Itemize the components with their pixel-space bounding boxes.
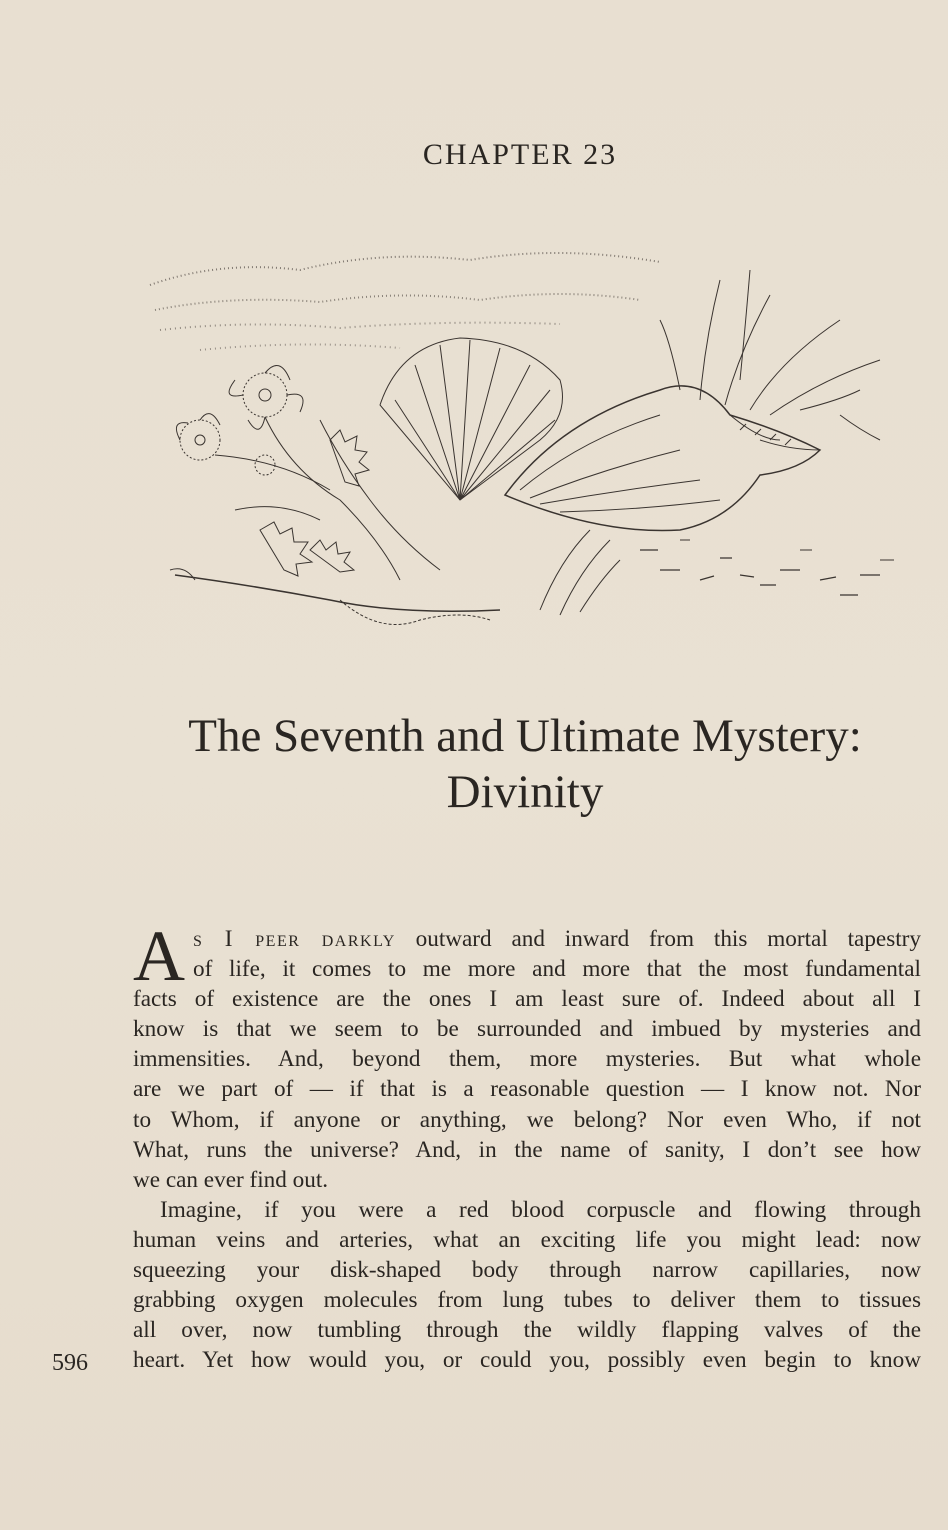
paragraph-line: of life, it comes to me more and more that the most fundamental: [193, 956, 921, 983]
paragraph-line: we can ever find out.: [133, 1166, 329, 1193]
paragraph-line: facts of existence are the ones I am least sure of. Indeed about all I: [133, 986, 921, 1013]
chapter-title: [100, 708, 948, 820]
paragraph-line: heart. Yet how would you, or could you, possibly even begin to know: [133, 1347, 921, 1374]
paragraph-line: are we part of — if that is a reasonable question — I know not. Nor: [133, 1076, 921, 1103]
chapter-heading: CHAPTER 23: [422, 138, 618, 171]
paragraph-line: [133, 924, 921, 954]
lead-in-small-caps: s I peer darkly: [193, 926, 396, 952]
paragraph-line: Imagine, if you were a red blood corpuscle and flowing through: [160, 1196, 921, 1223]
paragraph-line: to Whom, if anyone or anything, we belong? Nor even Who, if not: [133, 1106, 921, 1133]
chapter-title-line-1: The Seventh and Ultimate Mystery:: [188, 710, 862, 762]
chapter-body: [133, 916, 921, 1375]
page-number: 596: [52, 1350, 88, 1376]
paragraph-line: know is that we seem to be surrounded and imbued by mysteries and: [133, 1016, 921, 1043]
drop-cap: A: [133, 916, 185, 996]
paragraph-line: grabbing oxygen molecules from lung tubes to deliver them to tissues: [133, 1287, 921, 1314]
paragraph-line: all over, now tumbling through the wildly flapping valves of the: [133, 1317, 921, 1344]
paragraph-line: What, runs the universe? And, in the name of sanity, I don’t see how: [133, 1136, 921, 1163]
chapter-title-line-2: Divinity: [446, 766, 604, 818]
line-text: outward and inward from this mortal tapestry: [395, 926, 921, 952]
paragraph-line: human veins and arteries, what an exciting life you might lead: now: [133, 1226, 921, 1253]
paragraph-line: immensities. And, beyond them, more mysteries. But what whole: [133, 1046, 921, 1073]
paragraph-line: squeezing your disk-shaped body through narrow capillaries, now: [133, 1257, 921, 1284]
seashells-plants-illustration: [140, 240, 910, 650]
